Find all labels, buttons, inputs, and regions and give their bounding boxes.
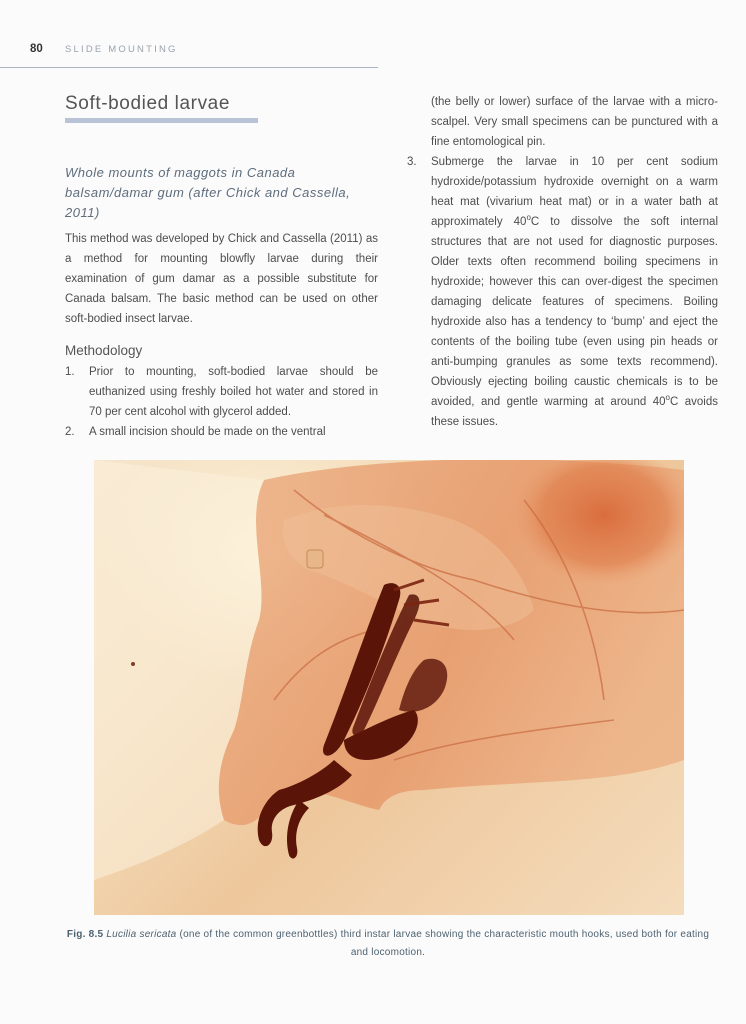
figure-label: Fig. 8.5 <box>66 929 104 940</box>
page-number: 80 <box>30 43 43 55</box>
figure-caption <box>60 926 716 962</box>
dust-speck <box>131 662 135 666</box>
page-header <box>0 40 378 68</box>
list-item <box>65 422 378 442</box>
species-name: Lucilia sericata <box>106 929 177 940</box>
step-number: 3. <box>407 156 417 168</box>
right-column <box>407 92 718 432</box>
title-rule <box>65 118 258 123</box>
step-number: 2. <box>65 426 75 438</box>
running-head: SLIDE MOUNTING <box>65 44 178 55</box>
larva-micrograph <box>94 460 684 915</box>
step-text: A small incision should be made on the ventral <box>89 426 326 438</box>
caption-text: (one of the common greenbottles) third instar larvae showing the characteristic mouth hooks, used both for eating and locomotion. <box>176 929 710 958</box>
subhead: Whole mounts of maggots in Canada balsam/damar gum (after Chick and Cassella, 2011) <box>65 165 351 220</box>
micrograph-figure <box>94 460 684 915</box>
methodology-list <box>65 362 378 442</box>
step-number: 1. <box>65 366 75 378</box>
methodology-heading: Methodology <box>65 343 143 358</box>
intro-paragraph: This method was developed by Chick and Cassella (2011) as a method for mounting blowfly larvae during their examination of gum damar as a possible substitute for Canada balsam. The basic method can be used on other soft-bodied insect larvae. <box>65 233 378 325</box>
dust-particle <box>307 550 323 568</box>
step-text: Prior to mounting, soft-bodied larvae should be euthanized using freshly boiled hot water and stored in 70 per cent alcohol with glycerol added. <box>89 366 378 418</box>
section-title: Soft-bodied larvae <box>65 93 231 114</box>
step-2-continued: (the belly or lower) surface of the larvae with a micro-scalpel. Very small specimens can be punctured with a fine entomological pin. <box>431 96 718 148</box>
step-text: Submerge the larvae in 10 per cent sodium hydroxide/potassium hydroxide overnight on a warm heat mat (vivarium heat mat) or in a water bath at approximately 40$^o$C to dissolve the soft internal structures that are not used for diagnostic purposes. Older texts often recommend boiling specimens in hydroxide; however this can over-digest the specimen damaging delicate features of specimens. Boiling hydroxide also has a tendency to ‘bump’ and eject the contents of the boiling tube (even using pin heads or anti-bumping granules as some texts recommend). Obviously ejecting boiling caustic chemicals is to be avoided, and gentle warming at around 40$^o$C avoids these issues. <box>431 156 718 428</box>
list-item <box>407 152 718 432</box>
list-item <box>65 362 378 422</box>
